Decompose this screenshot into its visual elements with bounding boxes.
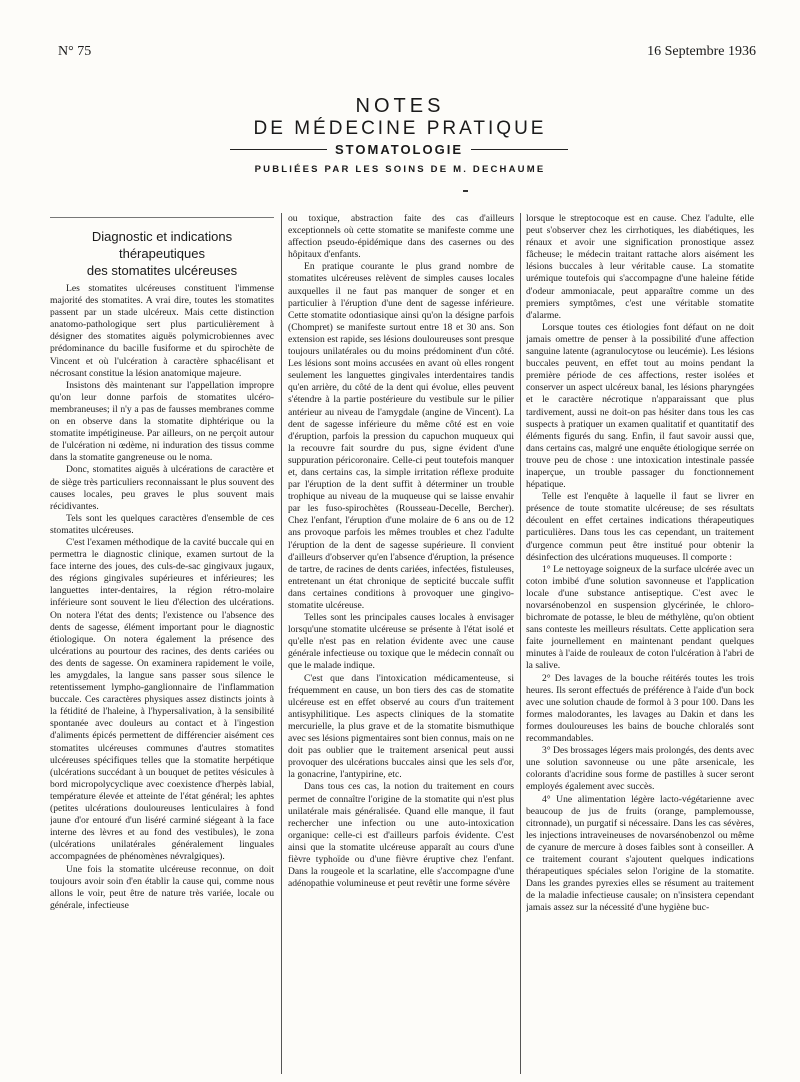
section-title: STOMATOLOGIE: [335, 142, 464, 157]
section-rule-left: [230, 149, 327, 150]
paragraph: 2° Des lavages de la bouche réitérés toutes les trois heures. Ils seront effectués de préférence à l'aide d'un bock avec une solution chaude de formol à 3 pour 100. Dans les formes malodorantes, les lavages au Dakin et dans les formes douloureuses les bains de bouche chloralés sont recommandables.: [526, 672, 754, 745]
text-column-3: [526, 213, 754, 1078]
section-rule-right: [471, 149, 568, 150]
column-divider-1: [281, 213, 282, 1074]
paragraph: Tels sont les quelques caractères d'ensemble de ces stomatites ulcéreuses.: [50, 512, 274, 536]
published-by: PUBLIÉES PAR LES SOINS DE M. DECHAUME: [254, 164, 546, 175]
article-top-rule: [50, 217, 274, 218]
paragraph: 4° Une alimentation légère lacto-végétarienne avec beaucoup de jus de fruits (orange, pamplemousse, citronnade), un purgatif si nécessaire. Dans les cas sévères, les injections intraveineuses de novarsénobenzol ou même de cyanure de mercure à doses faibles sont à conseiller. A ce traitement courant s'ajoutent quelques indications thérapeutiques spéciales selon l'origine de la stomatite. Dans les grandes pyrexies elles se résument au traitement de la maladie infectieuse causale; on n'insistera cependant jamais assez sur la nécessité d'une hygiène buc-: [526, 793, 754, 914]
journal-title-line1: NOTES: [355, 95, 445, 117]
paragraph: 3° Des brossages légers mais prolongés, des dents avec une solution savonneuse ou une pâte arsenicale, les colorants d'acridine sous forme de pastilles à sucer seront employés également avec succès.: [526, 745, 754, 793]
paragraph: Lorsque toutes ces étiologies font défaut on ne doit jamais omettre de penser à la possibilité d'une affection sanguine latente (agranulocytose ou leucémie). Les lésions buccales peuvent, en effet tout au moins pendant la première période de ces affections, rester isolées et conserver un aspect ulcéreux banal, les lésions pharyngées et le caractère nécrotique n'apparaissant que plus tardivement, aussi ne doit-on pas hésiter dans tous les cas suspects à pratiquer un examen qualitatif et quantitatif des éléments figurés du sang. Enfin, il faut savoir aussi que, dans certains cas, malgré une enquête étiologique serrée on trouve peu de chose : une intoxication intestinale passée inaperçue, un trouble passager du fonctionnement hépatique.: [526, 321, 754, 491]
paragraph: Donc, stomatites aiguës à ulcérations de caractère et de siège très particuliers reconnaissant le plus souvent des causes locales, peu graves le plus souvent mais récidivantes.: [50, 464, 274, 512]
paragraph: lorsque le streptocoque est en cause. Chez l'adulte, elle peut s'observer chez les cirrhotiques, les diabétiques, les rénaux et avoir une signification pronostique assez fâcheuse; le médecin traitant rattache alors aisément les lésions buccales à leur véritable cause. La stomatite urémique toutefois qui s'accompagne d'une haleine fétide d'odeur ammoniacale, peut apparaître comme un des premiers symptômes, c'est une véritable stomatite d'alarme.: [526, 213, 754, 321]
issue-date: 16 Septembre 1936: [647, 44, 756, 59]
paragraph: En pratique courante le plus grand nombre de stomatites ulcéreuses relèvent de simples causes locales auxquelles il ne faut pas manquer de songer et en particulier à l'éruption d'une dent de sagesse inférieure. Cette stomatite odontiasique ainsi qu'on la désigne parfois (Chompret) se manifeste surtout entre 18 et 30 ans. Son extension est rapide, ses lésions douloureuses sont presque toujours unilatérales ou du moins prédominent d'un côté. Les lésions sont moins accusées en avant où elles rongent seulement les languettes gingivales interdentaires tandis qu'en arrière, du côté de la dent qui évolue, elles peuvent s'étendre à la partie postérieure du vestibule sur le pilier antérieur au niveau de l'amygdale (angine de Vincent). La dent de sagesse inférieure du même côté est en voie d'éruption, parfois la pression du capuchon muqueux qui la recouvre fait sourdre du pus, signe évident d'une suppuration péricoronaire. Celle-ci peut toutefois manquer et, dans certains cas, la simple irritation réflexe produite par l'éruption de la dent suffit à déterminer un trouble trophique au niveau de la muqueuse qui se laisse envahir par les fuso-spirochètes (Rousseau-Decelle, Bercher). Chez l'enfant, l'éruption d'une molaire de 6 ans ou de 12 ans provoque parfois les mêmes troubles et chez l'adulte l'éruption de la dent de sagesse supérieure. Il convient d'ailleurs d'observer qu'en l'absence d'éruption, la présence de tartre, de racines de dents cariées, infectées, fistuleuses, entretenant un état chronique de septicité buccale suffit dans certaines conditions à provoquer une gingivo-stomatite ulcéreuse.: [288, 261, 514, 611]
paragraph: Telle est l'enquête à laquelle il faut se livrer en présence de toute stomatite ulcéreuse; de ses résultats découlent en effet certaines indications thérapeutiques particulières. Dans tous les cas cependant, un traitement d'urgence commun peut être institué pour obtenir la désinfection des ulcérations muqueuses. Il comporte :: [526, 491, 754, 563]
paragraph: Insistons dès maintenant sur l'appellation impropre qu'on leur donne parfois de stomatites ulcéro-membraneuses; il n'y a pas de fausses membranes comme on en observe dans la stomatite diphtérique ou la stomatite impétigineuse. Par ailleurs, on ne perçoit autour de l'ulcération ni œdème, ni induration des tissus comme dans la stomatite gangreneuse ou le noma.: [50, 379, 274, 464]
paragraph: Les stomatites ulcéreuses constituent l'immense majorité des stomatites. A vrai dire, toutes les stomatites passent par un stade ulcéreux. Mais cette distinction anatomo-pathologique sert plus particulièrement à désigner des stomatites aiguës polymicrobiennes avec prédominance du bacille fusiforme et du spirochète de Vincent et où l'ulcération à caractère sphacélisant et nécrosant constitue la lésion anatomique majeure.: [50, 283, 274, 379]
journal-title-line2: DE MÉDECINE PRATIQUE: [253, 118, 547, 139]
text-column-1: [50, 283, 274, 1078]
column-divider-2: [520, 213, 521, 1074]
text-column-2: [288, 213, 514, 1078]
article-title-line2: des stomatites ulcéreuses: [86, 263, 238, 278]
issue-number: N° 75: [58, 44, 92, 59]
paragraph: C'est que dans l'intoxication médicamenteuse, si fréquemment en cause, un bon tiers des cas de stomatite ulcéreuse est en effet observé au cours d'un traitement antisyphilitique. Les aspects cliniques de la stomatite mercurielle, la plus grave et de la stomatite bismuthique avec ses lésions pigmentaires sont bien connus, mais on ne doit pas oublier que le traitement arsenical peut aussi provoquer des ulcérations buccales ainsi que les sels d'or, la gonacrine, l'antypirine, etc.: [288, 672, 514, 781]
decorative-dot: [463, 190, 468, 192]
paragraph: Dans tous ces cas, la notion du traitement en cours permet de connaître l'origine de la stomatite qui n'est plus unilatérale mais généralisée. Quand elle manque, il faut rechercher une infection ou une auto-intoxication organique: celle-ci est d'ailleurs parfois évidente. C'est ainsi que la stomatite ulcéreuse apparaît au cours d'une fièvre typhoïde ou d'une fièvre éruptive chez l'enfant. Dans la rougeole et la scarlatine, elle s'accompagne d'une adénopathie volumineuse et peut revêtir une forme sévère: [288, 781, 514, 890]
article-title-line1: Diagnostic et indications thérapeutiques: [91, 229, 233, 261]
article-title: [50, 228, 274, 279]
section-heading: [230, 142, 568, 157]
paragraph: ou toxique, abstraction faite des cas d'ailleurs exceptionnels où cette stomatite se manifeste comme une affection pseudo-épidémique dans des casernes ou des hôpitaux d'enfants.: [288, 213, 514, 261]
paragraph: Telles sont les principales causes locales à envisager lorsqu'une stomatite ulcéreuse se présente à l'état isolé et qu'elle n'est pas en relation évidente avec une cause générale infectieuse ou toxique que le médecin connaît ou que le malade indique.: [288, 612, 514, 672]
paragraph: C'est l'examen méthodique de la cavité buccale qui en permettra le diagnostic clinique, examen surtout de la face interne des joues, des culs-de-sac gingivaux jugaux, des régions gingivales supérieures et inférieures; les languettes inter-dentaires, la région rétro-molaire inférieure sont souvent le lieu d'élection des ulcérations. On notera l'état des dents; l'existence ou l'absence des dents de sagesse, élément important pour le diagnostic étiologique. On notera également la présence des ulcérations au pourtour des racines, des dents cariées ou des dents de sagesse. On examinera rapidement le voile, les amygdales, la langue sans passer sous silence le retentissement lympho-ganglionnaire de l'inflammation buccale. Ces caractères physiques assez distincts joints à la fétidité de l'haleine, à l'hypersalivation, à la sensibilité spontanée avec douleurs au contact et à l'ingestion d'aliments épicés permettent de différencier aisément ces stomatites ulcéreuses communes d'autres stomatites ulcéreuses spécifiques telles que la stomatite herpétique (ulcérations succédant à un bouquet de petites vésicules à bord micropolycyclique avec coexistence d'herpès labial, température élevée et atteinte de l'état général; les aphtes (petites ulcérations douloureuses lenticulaires à fond jaune d'or entouré d'un liséré carminé siégeant à la face interne des lèvres et au fond des vestibules), le zona (ulcérations unilatérales généralement linguales accompagnées de phénomènes névralgiques).: [50, 536, 274, 863]
paragraph: Une fois la stomatite ulcéreuse reconnue, on doit toujours avoir soin d'en établir la cause qui, comme nous allons le voir, peut être de nature très variée, locale ou générale, infectieuse: [50, 863, 274, 911]
paragraph: 1° Le nettoyage soigneux de la surface ulcérée avec un coton imbibé d'une solution savonneuse et l'application locale d'une substance antiseptique. C'est avec le novarsénobenzol en suspension glycérinée, le chloro-bichromate de potasse, le bleu de méthylène, qu'on obtient sans conteste les meilleurs résultats. Cette application sera faite journellement en maintenant pendant quelques minutes à l'aide de rouleaux de coton l'ulcération à l'abri de la salive.: [526, 563, 754, 672]
